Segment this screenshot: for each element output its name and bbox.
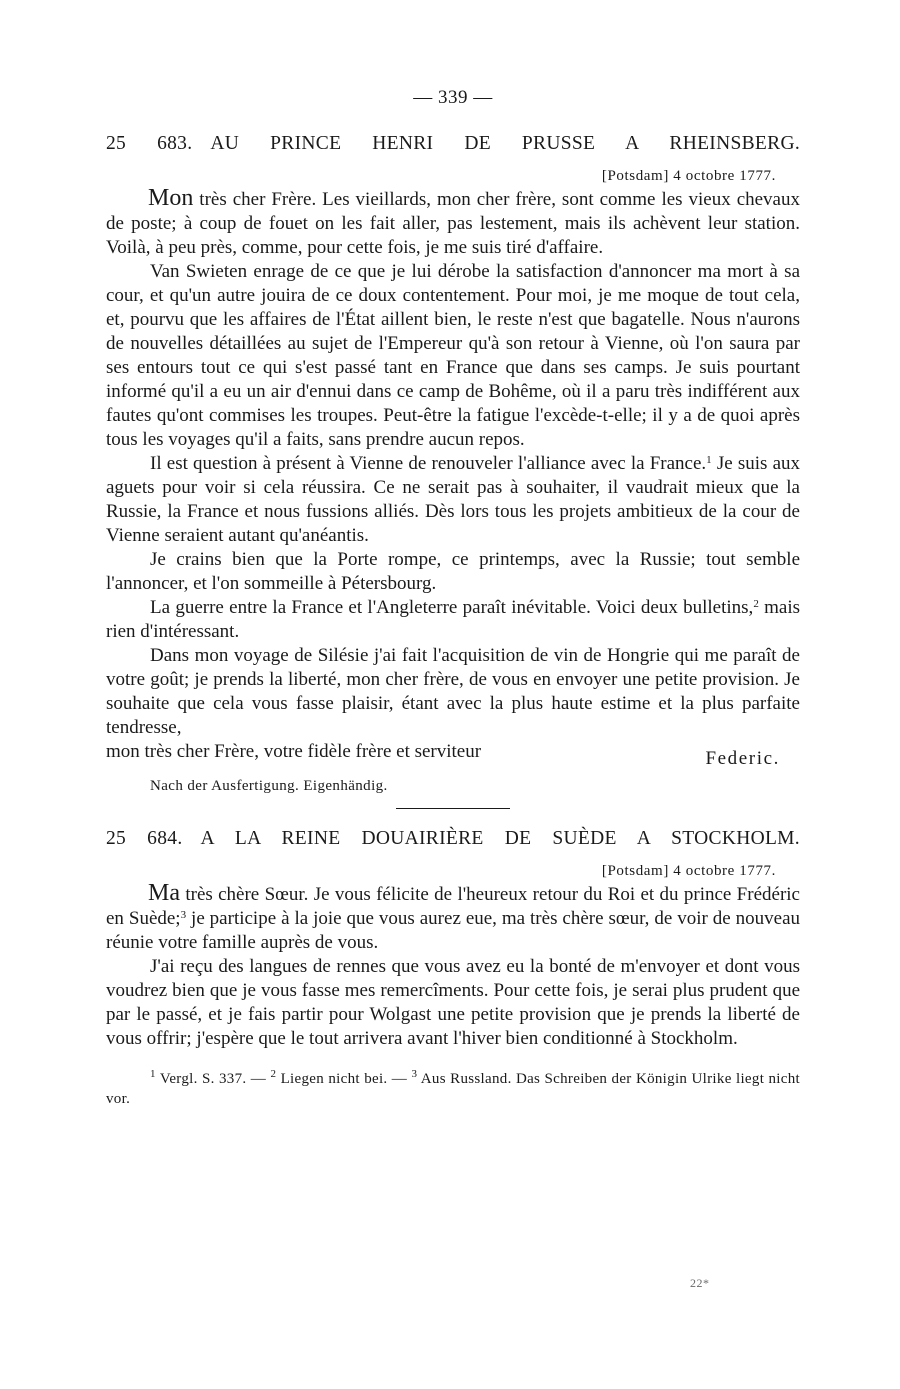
closing-line <box>106 740 800 769</box>
paragraph-text: mais rien d'intéressant. <box>106 597 800 642</box>
sheet-signature: 22* <box>690 1276 710 1290</box>
letter-number: 25 684. <box>106 828 183 849</box>
source-note: Nach der Ausfertigung. Eigenhändig. <box>150 778 388 794</box>
footnote-text: Liegen nicht bei. — <box>276 1071 412 1087</box>
salutation-paragraph <box>106 881 800 955</box>
body-paragraph: Dans mon voyage de Silésie j'ai fait l'acquisition de vin de Hongrie qui me paraît de votre goût; je prends la liberté, mon cher frère, de vous en envoyer une petite provision. Je souhaite que cela vous fasse plaisir, étant avec la plus haute estime et la plus parfaite tendresse, <box>106 645 800 738</box>
letter-recipient-title: AU PRINCE HENRI DE PRUSSE A RHEINSBERG. <box>210 133 800 154</box>
opening-text: très chère Sœur. Je vous félicite de l'heureux retour du Roi et du prince Frédéric en Suède; <box>106 884 800 929</box>
letter-25683 <box>106 132 800 796</box>
footnote-reference: 2 <box>753 598 759 610</box>
footnotes <box>106 1069 800 1109</box>
paragraph-text: Je suis aux aguets pour voir si cela réussira. Ce ne serait pas à souhaiter, il vaudrait mieux que la Russie, la France et nous fussions alliés. Dès lors tous les projets ambitieux de la cour de Vienne seraient autant qu'anéantis. <box>106 453 800 546</box>
footnote-mark: 1 <box>150 1068 156 1080</box>
closing-formula: mon très cher Frère, votre fidèle frère et serviteur <box>106 741 482 762</box>
letter-recipient-title: A LA REINE DOUAIRIÈRE DE SUÈDE A STOCKHOLM. <box>200 828 800 849</box>
body-paragraph: J'ai reçu des langues de rennes que vous avez eu la bonté de m'envoyer et dont vous voudrez bien que je vous fasse mes remercîments. Pour cette fois, je serai plus prudent que par le passé, et je fais partir pour Wolgast une petite provision que je prends la liberté de vous offrir; j'espère que le tout arrivera avant l'hiver bien conditionné à Stockholm. <box>106 956 800 1049</box>
signature: Federic. <box>705 748 780 769</box>
footnote-reference: 1 <box>706 454 712 466</box>
footnote-mark: 3 <box>411 1068 418 1080</box>
body-paragraph <box>106 452 800 548</box>
opening-text: je participe à la joie que vous aurez eue, ma très chère sœur, de voir de nouveau réunie votre famille auprès de vous. <box>106 908 800 953</box>
footnote-reference: 3 <box>180 909 187 921</box>
opening-initial: Ma <box>148 880 180 906</box>
letter-heading <box>106 132 800 156</box>
paragraph-text: Il est question à présent à Vienne de renouveler l'alliance avec la France. <box>150 453 707 474</box>
letter-25684 <box>106 827 800 1051</box>
footnote-text: Vergl. S. 337. — <box>155 1071 271 1087</box>
place-date: [Potsdam] 4 octobre 1777. <box>601 168 776 184</box>
salutation-paragraph <box>106 186 800 260</box>
body-paragraph: Je crains bien que la Porte rompe, ce printemps, avec la Russie; tout semble l'annoncer, et l'on sommeille à Pétersbourg. <box>106 549 800 594</box>
place-date: [Potsdam] 4 octobre 1777. <box>601 863 776 879</box>
opening-initial: Mon <box>148 185 194 211</box>
body-paragraph: Van Swieten enrage de ce que je lui dérobe la satisfaction d'annoncer ma mort à sa cour, et qu'un autre jouira de ce doux contentement. Pour moi, je me moque de tout cela, et, pourvu que les affaires de l'État aillent bien, le reste n'est que bagatelle. Nous n'aurons de nouvelles détaillées au sujet de l'Empereur qu'à son retour à Vienne, où l'on saura par ses entours tout ce qui s'est passé tant en France que dans ses camps. Je suis pourtant informé qu'il a eu un air d'ennui dans ce camp de Bohême, où il a paru très indifférent aux fautes qu'ont commises les troupes. Peut-être la fatigue l'excède-t-elle; il y a de quoi après tous les voyages qu'il a faits, sans prendre aucun repos. <box>106 261 800 450</box>
opening-text: très cher Frère. Les vieillards, mon cher frère, sont comme les vieux chevaux de poste; à coup de fouet on les fait aller, pas lestement, mais ils achèvent leur station. Voilà, à peu près, comme, pour cette fois, je me suis tiré d'affaire. <box>106 189 800 258</box>
paragraph-text: La guerre entre la France et l'Angleterre paraît inévitable. Voici deux bulletins, <box>150 597 754 618</box>
footnote-mark: 2 <box>270 1068 277 1080</box>
page-number: — 339 — <box>413 87 493 108</box>
footnote-text: Aus Russland. Das Schreiben der Königin Ulrike liegt nicht vor. <box>106 1071 800 1107</box>
book-page <box>106 86 800 1109</box>
letter-number: 25 683. <box>106 133 193 154</box>
letter-heading <box>106 827 800 851</box>
section-divider <box>396 808 510 809</box>
body-paragraph <box>106 596 800 644</box>
